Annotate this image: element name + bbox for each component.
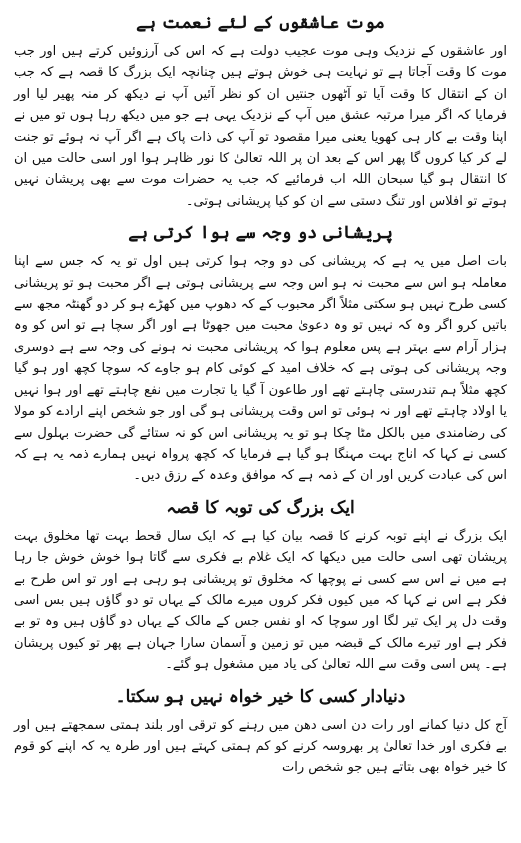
section-gap: [14, 212, 507, 218]
section-heading-worldly-person: دنیادار کسی کا خیر خواہ نہیں ہو سکتا۔: [115, 686, 406, 707]
section-heading-repentance-story: ایک بزرگ کی توبہ کا قصہ: [166, 497, 355, 518]
section-gap: [14, 487, 507, 493]
section-heading-death-blessing: موت عاشقوں کے لئے نعمت ہے: [136, 13, 385, 33]
section-paragraph-repentance-story: ایک بزرگ نے اپنے توبہ کرنے کا قصہ بیان کیا ہے کہ ایک سال قحط بہت تھا مخلوق بہت پریشان تھی اسی حالت میں دیکھا کہ ایک غلام بے فکری سے گاتا ہوا خوش خوش جا رہا ہے میں نے اس سے کسی نے پوچھا کہ مخلوق تو پریشانی ہو رہی ہے اور تو اس طرح بے فکر ہے اس نے کہا کہ میں کیوں فکر کروں میرے مالک کے یہاں تو دو گاؤں ہیں بس اسی وقت دل پر ایک تیر لگا اور سوچا کہ او نفس جس کے مالک کے یہاں دو گاؤں ہیں وہ تو بے فکر ہے اور تیرے مالک کے قبضہ میں تو زمین و آسمان سارا جہان ہے پھر تو کیوں پریشان ہے۔ پس اسی وقت سے اللہ تعالیٰ کی یاد میں مشغول ہو گئے۔: [14, 528, 507, 673]
section-gap: [14, 676, 507, 682]
section-paragraph-death-blessing: اور عاشقوں کے نزدیک وہی موت عجیب دولت ہے کہ اس کی آرزوئیں کرتے ہیں اور جب موت کا وقت آجاتا ہے تو نہایت ہی خوش ہوتے ہیں چنانچہ ایک بزرگ کا قصہ ہے کہ جب ان کے انتقال کا وقت آیا تو آٹھوں جنتیں ان کو نظر آئیں آپ نے دیکھ کر منہ پھیر لیا اور فرمایا کہ اگر میرا مرتبہ عشق میں آپ کے نزدیک یہی ہے جو میں دیکھ رہا ہوں تو میں نے اپنا وقت بے کار ہی کھویا یعنی میرا مقصود تو آپ کی ذات پاک ہے اگر آپ نہ ہوئے تو جنت لے کر کیا کروں گا پھر اس کے بعد ان پر اللہ تعالیٰ کا نور ظاہر ہوا اور اسی حالت میں ان کا انتقال ہو گیا سبحان اللہ اب فرمائیے کہ جب یہ حضرات موت سے بھی پریشان نہیں ہوتے تو افلاس اور تنگ دستی سے ان کو کیا پریشانی ہوتی۔: [14, 44, 507, 209]
section-paragraph-worldly-person: آج کل دنیا کمانے اور رات دن اسی دھن میں رہنے کو ترقی اور بلند ہمتی سمجھتے ہیں اور بے فکری اور خدا تعالیٰ پر بھروسہ کرنے کو کم ہمتی کہتے ہیں اور طرہ یہ کہ اپنے کو قوم کا خیر خواہ بھی بتاتے ہیں جو شخص رات: [14, 717, 507, 776]
section-paragraph-two-causes: بات اصل میں یہ ہے کہ پریشانی کی دو وجہ ہوا کرتی ہیں اول تو یہ کہ جس سے اپنا معاملہ ہو اس سے محبت نہ ہو اس وجہ سے پریشانی ہوتی ہے اگر محبت ہو تو پریشانی کسی طرح نہیں ہو سکتی مثلاً اگر محبوب کے کہ دھوپ میں کھڑے ہو کر دو گھنٹہ مجھ سے باتیں کرو اگر وہ کہ نہیں تو وہ دعویٰ محبت میں جھوٹا ہے اور اگر سچا ہے تو اس کو وہ ہزار آرام سے بہتر ہے پس معلوم ہوا کہ پریشانی محبت نہ ہونے کی وجہ سے ہے دوسری وجہ پریشانی کی ہوتی ہے کہ خلاف امید کے کوئی کام ہو جاوے کہ سوچا کچھ اور ہو گیا کچھ مثلاً ہم تندرستی چاہتے تھے اور طاعون آ گیا یا تجارت میں نفع چاہتے تھے اور ہوا نہیں یا اولاد چاہتے تھے اور نہ ہوئی تو اس وقت پریشانی ہو گی اور جو شخص اپنے ارادے کو مولا کی رضامندی میں بالکل مٹا چکا ہو تو یہ پریشانی اس کو نہ ستائے گی حضرت بہلول سے کسی نے کہا کہ اناج بہت مہنگا ہو گیا ہے فرمایا کہ کچھ پرواہ نہیں ہمارے ذمہ یہ ہے کہ اس کی عبادت کریں اور ان کے ذمہ ہے کہ موافق وعدہ کے رزق دیں۔: [14, 254, 507, 484]
section-heading-two-causes: پریشانی دو وجہ سے ہوا کرتی ہے: [128, 223, 393, 244]
